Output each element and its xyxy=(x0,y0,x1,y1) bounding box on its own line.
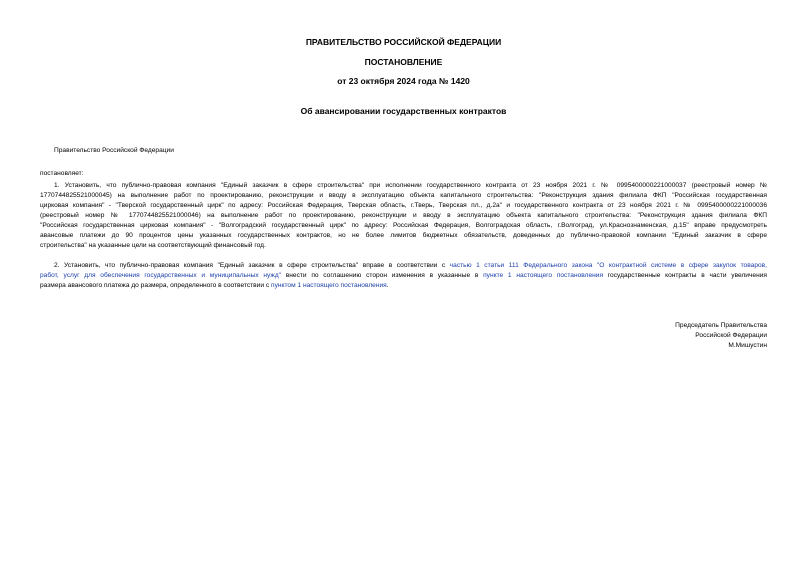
signature-name: М.Мишустин xyxy=(728,342,767,349)
document-title: Об авансировании государственных контрактов xyxy=(300,106,507,116)
resolution-point-1-link[interactable]: пунктом 1 настоящего постановления xyxy=(271,282,387,289)
paragraph-1-line: строительства" на указанные цели на соответствующий финансовый год. xyxy=(40,242,266,249)
paragraph-2-line: работ, услуг для обеспечения государственных и муниципальных нужд" внести по соглашению сторон изменения в указанные в пункте 1 настоящего постановления государственные контракты в части увеличения xyxy=(40,272,767,279)
document-type-heading: ПОСТАНОВЛЕНИЕ xyxy=(364,57,443,67)
signature-position: Председатель Правительства xyxy=(675,322,767,329)
paragraph-1-line: "Российская государственная цирковая компания" - "Волгоградский государственный цирк" по адресу: Российская Федерация, Волгоградская область, г.Волгоград, ул.Краснознаменская, д.15" вправе предусмотреть xyxy=(40,222,767,229)
paragraph-2-line: 2. Установить, что публично-правовая компания "Единый заказчик в сфере строительства" вправе в соответствии с частью 1 статьи 111 Федерального закона "О контрактной системе в сфере закупок товаров, xyxy=(54,262,767,269)
paragraph-1-line: цирковая компания" - "Тверской государственный цирк" по адресу: Российская Федерация, Тверская область, г.Тверь, Тверская пл., д.2а" и государственного контракта от 23 ноября 2021 г. № 0995400000221000036 xyxy=(40,202,767,209)
government-heading: ПРАВИТЕЛЬСТВО РОССИЙСКОЙ ФЕДЕРАЦИИ xyxy=(305,37,502,47)
resolution-point-1-link[interactable]: пункте 1 настоящего постановления xyxy=(483,272,604,279)
paragraph-1-line: авансовые платежи до 90 процентов цены указанных государственных контрактов, но не более лимитов бюджетных обязательств, доведенных до публично-правовой компании "Единый заказчик в сфере xyxy=(40,232,767,239)
paragraph-1-line: 1770744825521000045) на выполнение работ по проектированию, реконструкции и вводу в эксплуатацию объекта капитального строительства: "Реконструкция здания филиала ФКП "Российская государственная xyxy=(40,192,767,199)
paragraph-2-line: размера авансового платежа до размера, определенного в соответствии с пунктом 1 настоящего постановления. xyxy=(40,282,389,289)
paragraph-1-line: (реестровый номер № 1770744825521000046) на выполнение работ по проектированию, реконструкции и вводу в эксплуатацию объекта капитального строительства: "Реконструкция здания филиала ФКП xyxy=(40,212,767,219)
signature-government: Российской Федерации xyxy=(695,332,767,339)
law-article-link[interactable]: частью 1 статьи 111 Федерального закона "О контрактной системе в сфере закупок товаров, xyxy=(449,262,767,269)
law-title-link[interactable]: работ, услуг для обеспечения государственных и муниципальных нужд" xyxy=(40,272,282,279)
intro-text: Правительство Российской Федерации xyxy=(54,147,174,154)
date-number-heading: от 23 октября 2024 года № 1420 xyxy=(337,76,470,86)
paragraph-1-line: 1. Установить, что публично-правовая компания "Единый заказчик в сфере строительства" при исполнении государственного контракта от 23 ноября 2021 г. № 0995400000221000037 (реестровый номер № xyxy=(54,182,767,189)
resolves-text: постановляет: xyxy=(40,170,84,177)
